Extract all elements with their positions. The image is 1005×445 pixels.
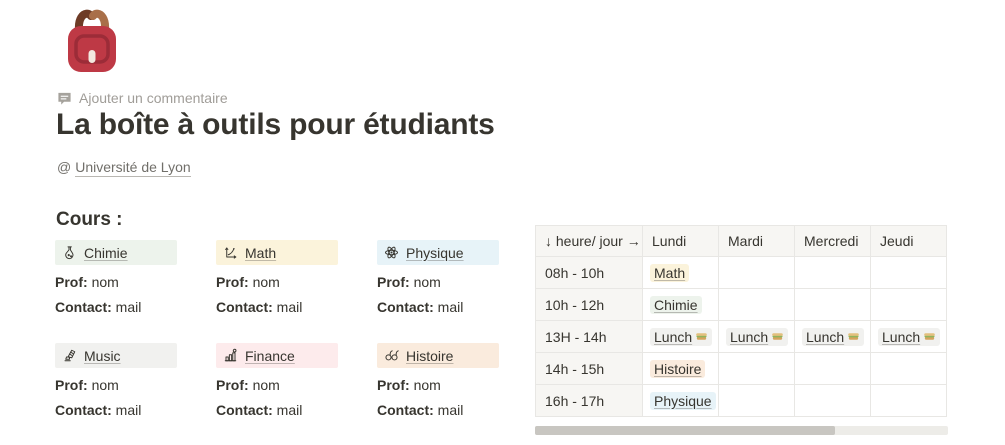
contact-value: mail [437, 299, 464, 315]
contact-line [216, 402, 338, 418]
contact-value: mail [437, 402, 464, 418]
day-cell-empty[interactable] [795, 353, 871, 385]
course-card-chimie [55, 240, 177, 315]
day-cell[interactable] [643, 257, 719, 289]
prof-line [216, 274, 338, 290]
timetable-table [535, 225, 947, 417]
col-header-mardi: Mardi [719, 226, 795, 257]
comment-bubble-icon [57, 91, 72, 106]
contact-line [377, 299, 499, 315]
timetable-link-lunch[interactable] [878, 328, 940, 346]
contact-line [216, 299, 338, 315]
prof-label: Prof: [377, 377, 410, 393]
flask-icon [62, 245, 77, 260]
timetable-link-physique[interactable] [650, 392, 716, 410]
col-header-lundi: Lundi [643, 226, 719, 257]
contact-line [55, 402, 177, 418]
prof-label: Prof: [377, 274, 410, 290]
bar-chart-icon [223, 348, 238, 363]
course-link-finance[interactable] [216, 343, 338, 368]
sandwich-emoji [923, 330, 936, 343]
prof-line [216, 377, 338, 393]
contact-label: Contact: [55, 402, 112, 418]
prof-label: Prof: [216, 377, 249, 393]
time-cell: 16h - 17h [536, 385, 643, 417]
course-card-finance [216, 343, 338, 418]
course-card-histoire [377, 343, 499, 418]
day-cell-empty[interactable] [795, 289, 871, 321]
binoculars-icon [384, 348, 399, 363]
add-comment-label: Ajouter un commentaire [79, 90, 228, 106]
contact-line [377, 402, 499, 418]
day-cell[interactable] [643, 353, 719, 385]
contact-value: mail [115, 299, 142, 315]
course-link-music[interactable] [55, 343, 177, 368]
col-header-mercredi: Mercredi [795, 226, 871, 257]
corner-header-heure-jour: ↓ heure/ jour → [536, 226, 643, 257]
day-cell-empty[interactable] [871, 353, 947, 385]
course-link-chimie[interactable] [55, 240, 177, 265]
course-link-histoire[interactable] [377, 343, 499, 368]
sandwich-emoji [771, 330, 784, 343]
timetable-row [536, 385, 947, 417]
mention-label: Université de Lyon [75, 159, 191, 175]
chart-axes-icon [223, 245, 238, 260]
page-icon-backpack-emoji[interactable] [60, 6, 124, 76]
timetable-horizontal-scrollbar[interactable] [535, 426, 948, 435]
page-title: La boîte à outils pour étudiants [56, 108, 495, 141]
day-cell[interactable] [643, 321, 719, 353]
day-cell-empty[interactable] [719, 257, 795, 289]
gramophone-icon [62, 348, 77, 363]
timetable-link-label: Lunch [730, 328, 769, 345]
atom-icon [384, 245, 399, 260]
backpack-emoji [60, 6, 124, 76]
contact-label: Contact: [216, 299, 273, 315]
day-cell-empty[interactable] [719, 289, 795, 321]
time-cell: 10h - 12h [536, 289, 643, 321]
time-cell: 14h - 15h [536, 353, 643, 385]
course-link-math[interactable] [216, 240, 338, 265]
prof-value: nom [413, 377, 441, 393]
courses-heading: Cours : [56, 209, 123, 230]
contact-label: Contact: [55, 299, 112, 315]
timetable-link-chimie[interactable] [650, 296, 702, 314]
day-cell[interactable] [871, 321, 947, 353]
prof-value: nom [91, 377, 119, 393]
timetable-link-label: Lunch [654, 328, 693, 345]
contact-label: Contact: [377, 299, 434, 315]
prof-value: nom [91, 274, 119, 290]
course-name: Finance [245, 347, 295, 364]
courses-grid [55, 240, 499, 418]
day-cell-empty[interactable] [795, 385, 871, 417]
contact-value: mail [276, 402, 303, 418]
sandwich-emoji [847, 330, 860, 343]
prof-line [55, 377, 177, 393]
timetable-link-label: Histoire [654, 360, 702, 377]
prof-line [55, 274, 177, 290]
prof-label: Prof: [216, 274, 249, 290]
course-name: Chimie [84, 244, 128, 261]
course-card-math [216, 240, 338, 315]
day-cell-empty[interactable] [871, 257, 947, 289]
timetable-link-lunch[interactable] [802, 328, 864, 346]
timetable-row [536, 289, 947, 321]
timetable-link-math[interactable] [650, 264, 689, 282]
contact-line [55, 299, 177, 315]
timetable-link-label: Lunch [882, 328, 921, 345]
timetable-row [536, 257, 947, 289]
day-cell-empty[interactable] [871, 289, 947, 321]
add-comment-button[interactable] [57, 90, 228, 106]
sandwich-emoji [695, 330, 708, 343]
prof-line [377, 377, 499, 393]
day-cell[interactable] [643, 289, 719, 321]
course-name: Histoire [406, 347, 454, 364]
prof-value: nom [252, 377, 280, 393]
course-name: Music [84, 347, 121, 364]
contact-value: mail [276, 299, 303, 315]
day-cell[interactable] [719, 321, 795, 353]
timetable-row [536, 321, 947, 353]
col-header-jeudi: Jeudi [871, 226, 947, 257]
contact-label: Contact: [377, 402, 434, 418]
timetable-link-label: Physique [654, 392, 712, 409]
day-cell[interactable] [795, 321, 871, 353]
time-cell: 08h - 10h [536, 257, 643, 289]
timetable-link-lunch[interactable] [726, 328, 788, 346]
contact-label: Contact: [216, 402, 273, 418]
day-cell-empty[interactable] [719, 353, 795, 385]
course-card-physique [377, 240, 499, 315]
timetable [535, 225, 947, 417]
university-mention-link[interactable] [57, 159, 191, 177]
contact-value: mail [115, 402, 142, 418]
course-card-music [55, 343, 177, 418]
course-name: Physique [406, 244, 464, 261]
prof-label: Prof: [55, 377, 88, 393]
timetable-link-lunch[interactable] [650, 328, 712, 346]
timetable-link-histoire[interactable] [650, 360, 705, 378]
prof-line [377, 274, 499, 290]
day-cell-empty[interactable] [871, 385, 947, 417]
time-cell: 13H - 14h [536, 321, 643, 353]
prof-value: nom [252, 274, 280, 290]
course-name: Math [245, 244, 277, 261]
course-link-physique[interactable] [377, 240, 499, 265]
mention-at-sign: @ [57, 159, 72, 175]
timetable-row [536, 353, 947, 385]
day-cell-empty[interactable] [719, 385, 795, 417]
day-cell-empty[interactable] [795, 257, 871, 289]
prof-value: nom [413, 274, 441, 290]
day-cell[interactable] [643, 385, 719, 417]
timetable-link-label: Chimie [654, 296, 698, 313]
scrollbar-thumb[interactable] [535, 426, 835, 435]
timetable-link-label: Math [654, 264, 686, 281]
timetable-link-label: Lunch [806, 328, 845, 345]
prof-label: Prof: [55, 274, 88, 290]
